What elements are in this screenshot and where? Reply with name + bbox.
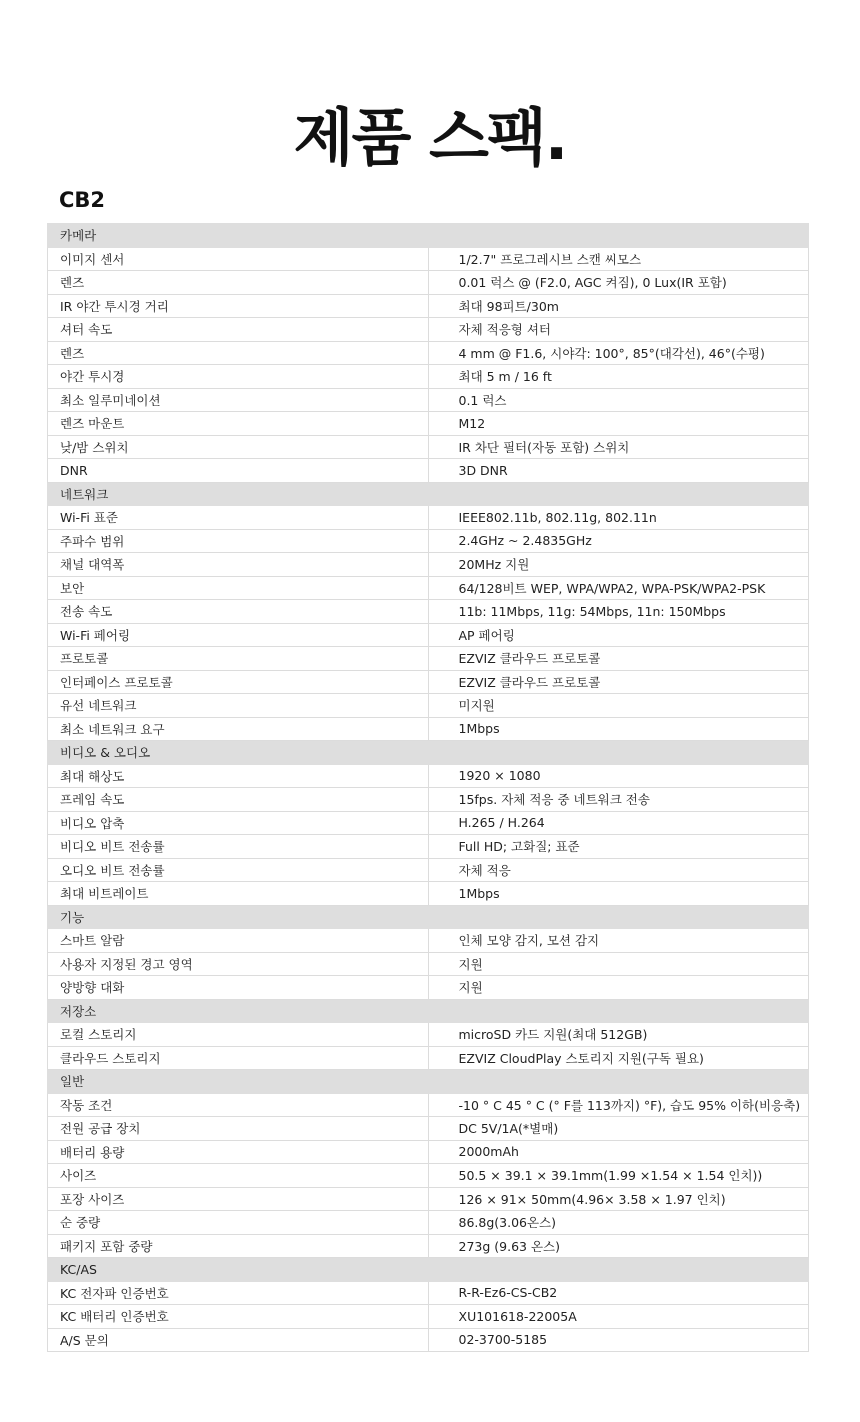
section-title: KC/AS bbox=[48, 1258, 809, 1282]
spec-row bbox=[48, 341, 809, 365]
spec-value: 지원 bbox=[428, 976, 809, 1000]
spec-value: 273g (9.63 온스) bbox=[428, 1234, 809, 1258]
spec-label: 프레임 속도 bbox=[48, 788, 429, 812]
spec-row bbox=[48, 576, 809, 600]
spec-label: 패키지 포함 중량 bbox=[48, 1234, 429, 1258]
spec-row bbox=[48, 788, 809, 812]
spec-row bbox=[48, 694, 809, 718]
spec-row bbox=[48, 459, 809, 483]
spec-value: 86.8g(3.06온스) bbox=[428, 1211, 809, 1235]
spec-row bbox=[48, 529, 809, 553]
spec-label: IR 야간 투시경 거리 bbox=[48, 294, 429, 318]
spec-label: 렌즈 bbox=[48, 271, 429, 295]
section-title: 네트워크 bbox=[48, 482, 809, 506]
spec-row bbox=[48, 1234, 809, 1258]
spec-label: KC 배터리 인증번호 bbox=[48, 1305, 429, 1329]
section-title: 기능 bbox=[48, 905, 809, 929]
spec-label: 양방향 대화 bbox=[48, 976, 429, 1000]
spec-row bbox=[48, 600, 809, 624]
spec-value: 50.5 × 39.1 × 39.1mm(1.99 ×1.54 × 1.54 인치)) bbox=[428, 1164, 809, 1188]
spec-label: 이미지 센서 bbox=[48, 247, 429, 271]
spec-row bbox=[48, 858, 809, 882]
spec-value: 최대 98피트/30m bbox=[428, 294, 809, 318]
spec-label: 최대 비트레이트 bbox=[48, 882, 429, 906]
spec-value: IEEE802.11b, 802.11g, 802.11n bbox=[428, 506, 809, 530]
spec-row bbox=[48, 1117, 809, 1141]
spec-value: M12 bbox=[428, 412, 809, 436]
section-title: 일반 bbox=[48, 1070, 809, 1094]
spec-row bbox=[48, 929, 809, 953]
spec-label: 순 중량 bbox=[48, 1211, 429, 1235]
spec-row bbox=[48, 764, 809, 788]
spec-row bbox=[48, 247, 809, 271]
spec-value: DC 5V/1A(*별매) bbox=[428, 1117, 809, 1141]
spec-label: 전송 속도 bbox=[48, 600, 429, 624]
section-title: 카메라 bbox=[48, 224, 809, 248]
spec-row bbox=[48, 1328, 809, 1352]
spec-row bbox=[48, 835, 809, 859]
spec-row bbox=[48, 1305, 809, 1329]
spec-row bbox=[48, 623, 809, 647]
spec-row bbox=[48, 811, 809, 835]
spec-row bbox=[48, 1140, 809, 1164]
spec-label: 포장 사이즈 bbox=[48, 1187, 429, 1211]
spec-label: A/S 문의 bbox=[48, 1328, 429, 1352]
spec-row bbox=[48, 412, 809, 436]
spec-label: 주파수 범위 bbox=[48, 529, 429, 553]
spec-value: 2000mAh bbox=[428, 1140, 809, 1164]
section-header bbox=[48, 1258, 809, 1282]
spec-row bbox=[48, 717, 809, 741]
spec-value: microSD 카드 지원(최대 512GB) bbox=[428, 1023, 809, 1047]
spec-row bbox=[48, 976, 809, 1000]
spec-value: 64/128비트 WEP, WPA/WPA2, WPA-PSK/WPA2-PSK bbox=[428, 576, 809, 600]
spec-row bbox=[48, 388, 809, 412]
spec-value: 0.01 럭스 @ (F2.0, AGC 켜짐), 0 Lux(IR 포함) bbox=[428, 271, 809, 295]
section-header bbox=[48, 1070, 809, 1094]
spec-value: 3D DNR bbox=[428, 459, 809, 483]
spec-label: 비디오 압축 bbox=[48, 811, 429, 835]
spec-label: KC 전자파 인증번호 bbox=[48, 1281, 429, 1305]
spec-value: 4 mm @ F1.6, 시야각: 100°, 85°(대각선), 46°(수평) bbox=[428, 341, 809, 365]
spec-value: 자체 적응 bbox=[428, 858, 809, 882]
spec-table bbox=[47, 223, 809, 1352]
spec-row bbox=[48, 318, 809, 342]
spec-row bbox=[48, 506, 809, 530]
spec-value: 미지원 bbox=[428, 694, 809, 718]
spec-row bbox=[48, 647, 809, 671]
section-header bbox=[48, 999, 809, 1023]
spec-value: XU101618-22005A bbox=[428, 1305, 809, 1329]
spec-label: 배터리 용량 bbox=[48, 1140, 429, 1164]
spec-value: AP 페어링 bbox=[428, 623, 809, 647]
spec-row bbox=[48, 1211, 809, 1235]
spec-row bbox=[48, 294, 809, 318]
spec-row bbox=[48, 882, 809, 906]
spec-label: 셔터 속도 bbox=[48, 318, 429, 342]
spec-label: Wi-Fi 페어링 bbox=[48, 623, 429, 647]
section-title: 저장소 bbox=[48, 999, 809, 1023]
spec-value: EZVIZ CloudPlay 스토리지 지원(구독 필요) bbox=[428, 1046, 809, 1070]
section-header bbox=[48, 741, 809, 765]
spec-label: 최소 네트워크 요구 bbox=[48, 717, 429, 741]
spec-value: IR 차단 필터(자동 포함) 스위치 bbox=[428, 435, 809, 459]
spec-value: EZVIZ 클라우드 프로토콜 bbox=[428, 670, 809, 694]
spec-row bbox=[48, 1093, 809, 1117]
spec-value: 0.1 럭스 bbox=[428, 388, 809, 412]
spec-row bbox=[48, 1046, 809, 1070]
section-header bbox=[48, 905, 809, 929]
spec-value: 최대 5 m / 16 ft bbox=[428, 365, 809, 389]
spec-label: 프로토콜 bbox=[48, 647, 429, 671]
spec-label: 인터페이스 프로토콜 bbox=[48, 670, 429, 694]
spec-label: 최소 일루미네이션 bbox=[48, 388, 429, 412]
spec-value: 자체 적응형 셔터 bbox=[428, 318, 809, 342]
spec-value: EZVIZ 클라우드 프로토콜 bbox=[428, 647, 809, 671]
spec-label: 유선 네트워크 bbox=[48, 694, 429, 718]
spec-label: DNR bbox=[48, 459, 429, 483]
spec-row bbox=[48, 553, 809, 577]
spec-label: 최대 해상도 bbox=[48, 764, 429, 788]
spec-value: 지원 bbox=[428, 952, 809, 976]
spec-value: 1Mbps bbox=[428, 717, 809, 741]
spec-value: -10 ° C 45 ° C (° F를 113까지) °F), 습도 95% 이하(비응축) bbox=[428, 1093, 809, 1117]
spec-row bbox=[48, 952, 809, 976]
spec-label: 야간 투시경 bbox=[48, 365, 429, 389]
spec-label: 전원 공급 장치 bbox=[48, 1117, 429, 1141]
page-title: 제품 스팩. bbox=[293, 101, 567, 174]
spec-row bbox=[48, 271, 809, 295]
spec-label: 오디오 비트 전송률 bbox=[48, 858, 429, 882]
spec-value: 02-3700-5185 bbox=[428, 1328, 809, 1352]
spec-row bbox=[48, 1023, 809, 1047]
section-title: 비디오 & 오디오 bbox=[48, 741, 809, 765]
spec-value: R-R-Ez6-CS-CB2 bbox=[428, 1281, 809, 1305]
spec-value: 126 × 91× 50mm(4.96× 3.58 × 1.97 인치) bbox=[428, 1187, 809, 1211]
spec-label: 사용자 지정된 경고 영역 bbox=[48, 952, 429, 976]
spec-value: 인체 모양 감지, 모션 감지 bbox=[428, 929, 809, 953]
spec-label: 보안 bbox=[48, 576, 429, 600]
spec-label: 로컬 스토리지 bbox=[48, 1023, 429, 1047]
spec-row bbox=[48, 1164, 809, 1188]
spec-row bbox=[48, 365, 809, 389]
section-header bbox=[48, 482, 809, 506]
spec-label: 채널 대역폭 bbox=[48, 553, 429, 577]
spec-value: 1920 × 1080 bbox=[428, 764, 809, 788]
spec-value: 2.4GHz ~ 2.4835GHz bbox=[428, 529, 809, 553]
section-header bbox=[48, 224, 809, 248]
spec-row bbox=[48, 670, 809, 694]
spec-value: 20MHz 지원 bbox=[428, 553, 809, 577]
spec-row bbox=[48, 435, 809, 459]
spec-value: 1/2.7" 프로그레시브 스캔 씨모스 bbox=[428, 247, 809, 271]
spec-value: H.265 / H.264 bbox=[428, 811, 809, 835]
spec-value: 15fps. 자체 적응 중 네트워크 전송 bbox=[428, 788, 809, 812]
spec-label: 낮/밤 스위치 bbox=[48, 435, 429, 459]
spec-label: 스마트 알람 bbox=[48, 929, 429, 953]
model-name: CB2 bbox=[59, 188, 106, 212]
spec-label: 클라우드 스토리지 bbox=[48, 1046, 429, 1070]
spec-table-body bbox=[48, 224, 809, 1352]
spec-value: Full HD; 고화질; 표준 bbox=[428, 835, 809, 859]
spec-label: 비디오 비트 전송률 bbox=[48, 835, 429, 859]
spec-label: 렌즈 bbox=[48, 341, 429, 365]
spec-row bbox=[48, 1187, 809, 1211]
spec-value: 11b: 11Mbps, 11g: 54Mbps, 11n: 150Mbps bbox=[428, 600, 809, 624]
spec-value: 1Mbps bbox=[428, 882, 809, 906]
spec-label: Wi-Fi 표준 bbox=[48, 506, 429, 530]
spec-row bbox=[48, 1281, 809, 1305]
spec-label: 사이즈 bbox=[48, 1164, 429, 1188]
spec-label: 작동 조건 bbox=[48, 1093, 429, 1117]
spec-label: 렌즈 마운트 bbox=[48, 412, 429, 436]
